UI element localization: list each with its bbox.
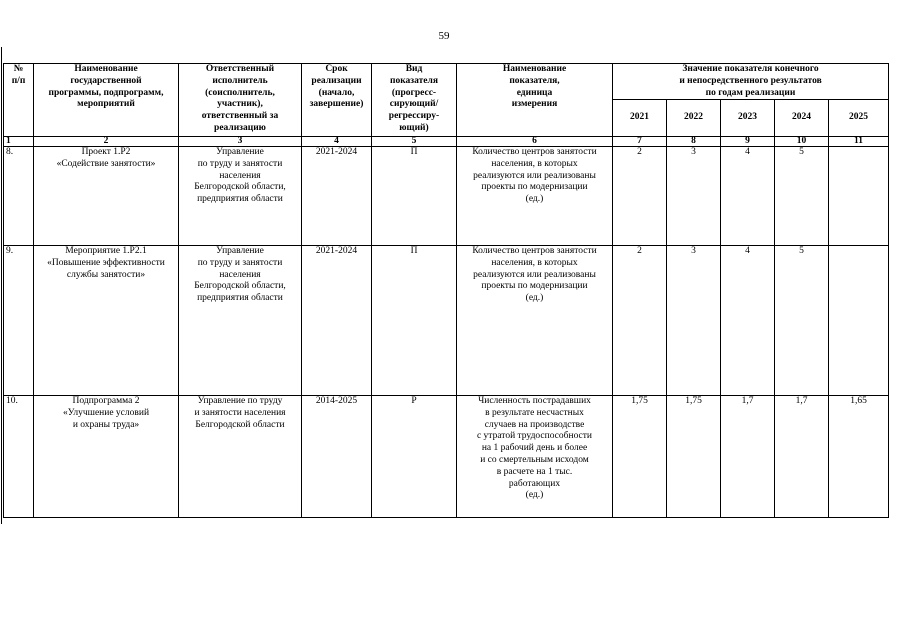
row-value-2024: 5 xyxy=(775,246,829,396)
left-margin-rule xyxy=(1,47,2,524)
row-name: Подпрограмма 2 «Улучшение условий и охраны труда» xyxy=(34,396,179,518)
row-value-2022: 3 xyxy=(667,147,721,246)
header-values: Значение показателя конечного и непосредственного результатов по годам реализации xyxy=(613,64,889,100)
row-value-2025 xyxy=(829,246,889,396)
year-2022: 2022 xyxy=(667,100,721,137)
year-2023: 2023 xyxy=(721,100,775,137)
row-number: 10. xyxy=(4,396,34,518)
row-value-2023: 4 xyxy=(721,246,775,396)
header-term: Срок реализации (начало, завершение) xyxy=(302,64,372,137)
indicators-table xyxy=(3,63,889,518)
row-value-2023: 4 xyxy=(721,147,775,246)
col-number: 5 xyxy=(372,137,457,147)
table-row xyxy=(4,396,889,518)
row-value-2021: 2 xyxy=(613,246,667,396)
row-value-2023: 1,7 xyxy=(721,396,775,518)
row-term: 2014-2025 xyxy=(302,396,372,518)
header-indicator: Наименование показателя, единица измерения xyxy=(457,64,613,137)
header-responsible: Ответственный исполнитель (соисполнитель, участник), ответственный за реализацию xyxy=(179,64,302,137)
row-value-2024: 1,7 xyxy=(775,396,829,518)
row-type: П xyxy=(372,246,457,396)
row-number: 9. xyxy=(4,246,34,396)
header-num: № п/п xyxy=(4,64,34,137)
row-value-2022: 3 xyxy=(667,246,721,396)
row-indicator: Количество центров занятости населения, в которых реализуются или реализованы проекты по модернизации (ед.) xyxy=(457,246,613,396)
header-name: Наименование государственной программы, подпрограмм, мероприятий xyxy=(34,64,179,137)
col-number: 1 xyxy=(4,137,34,147)
row-responsible: Управление по труду и занятости населения Белгородской области, предприятия области xyxy=(179,147,302,246)
header-row xyxy=(4,64,889,100)
header-type: Вид показателя (прогресс- сирующий/ регрессиру- ющий) xyxy=(372,64,457,137)
col-number: 8 xyxy=(667,137,721,147)
row-type: Р xyxy=(372,396,457,518)
row-term: 2021-2024 xyxy=(302,246,372,396)
year-2024: 2024 xyxy=(775,100,829,137)
column-number-row xyxy=(4,137,889,147)
row-name: Мероприятие 1.Р2.1 «Повышение эффективности службы занятости» xyxy=(34,246,179,396)
row-number: 8. xyxy=(4,147,34,246)
row-name: Проект 1.Р2 «Содействие занятости» xyxy=(34,147,179,246)
year-2021: 2021 xyxy=(613,100,667,137)
row-responsible: Управление по труду и занятости населения Белгородской области xyxy=(179,396,302,518)
year-2025: 2025 xyxy=(829,100,889,137)
row-value-2024: 5 xyxy=(775,147,829,246)
row-type: П xyxy=(372,147,457,246)
col-number: 9 xyxy=(721,137,775,147)
row-term: 2021-2024 xyxy=(302,147,372,246)
row-value-2021: 1,75 xyxy=(613,396,667,518)
page-number: 59 xyxy=(438,30,450,42)
col-number: 10 xyxy=(775,137,829,147)
row-responsible: Управление по труду и занятости населения Белгородской области, предприятия области xyxy=(179,246,302,396)
row-value-2025 xyxy=(829,147,889,246)
col-number: 4 xyxy=(302,137,372,147)
col-number: 3 xyxy=(179,137,302,147)
table-row xyxy=(4,147,889,246)
row-indicator: Численность пострадавших в результате несчастных случаев на производстве с утратой трудоспособности на 1 рабочий день и более и со смертельным исходом в расчете на 1 тыс. работающих (ед.) xyxy=(457,396,613,518)
row-value-2021: 2 xyxy=(613,147,667,246)
row-value-2025: 1,65 xyxy=(829,396,889,518)
row-indicator: Количество центров занятости населения, в которых реализуются или реализованы проекты по модернизации (ед.) xyxy=(457,147,613,246)
row-value-2022: 1,75 xyxy=(667,396,721,518)
col-number: 7 xyxy=(613,137,667,147)
col-number: 2 xyxy=(34,137,179,147)
col-number: 6 xyxy=(457,137,613,147)
col-number: 11 xyxy=(829,137,889,147)
table-row xyxy=(4,246,889,396)
